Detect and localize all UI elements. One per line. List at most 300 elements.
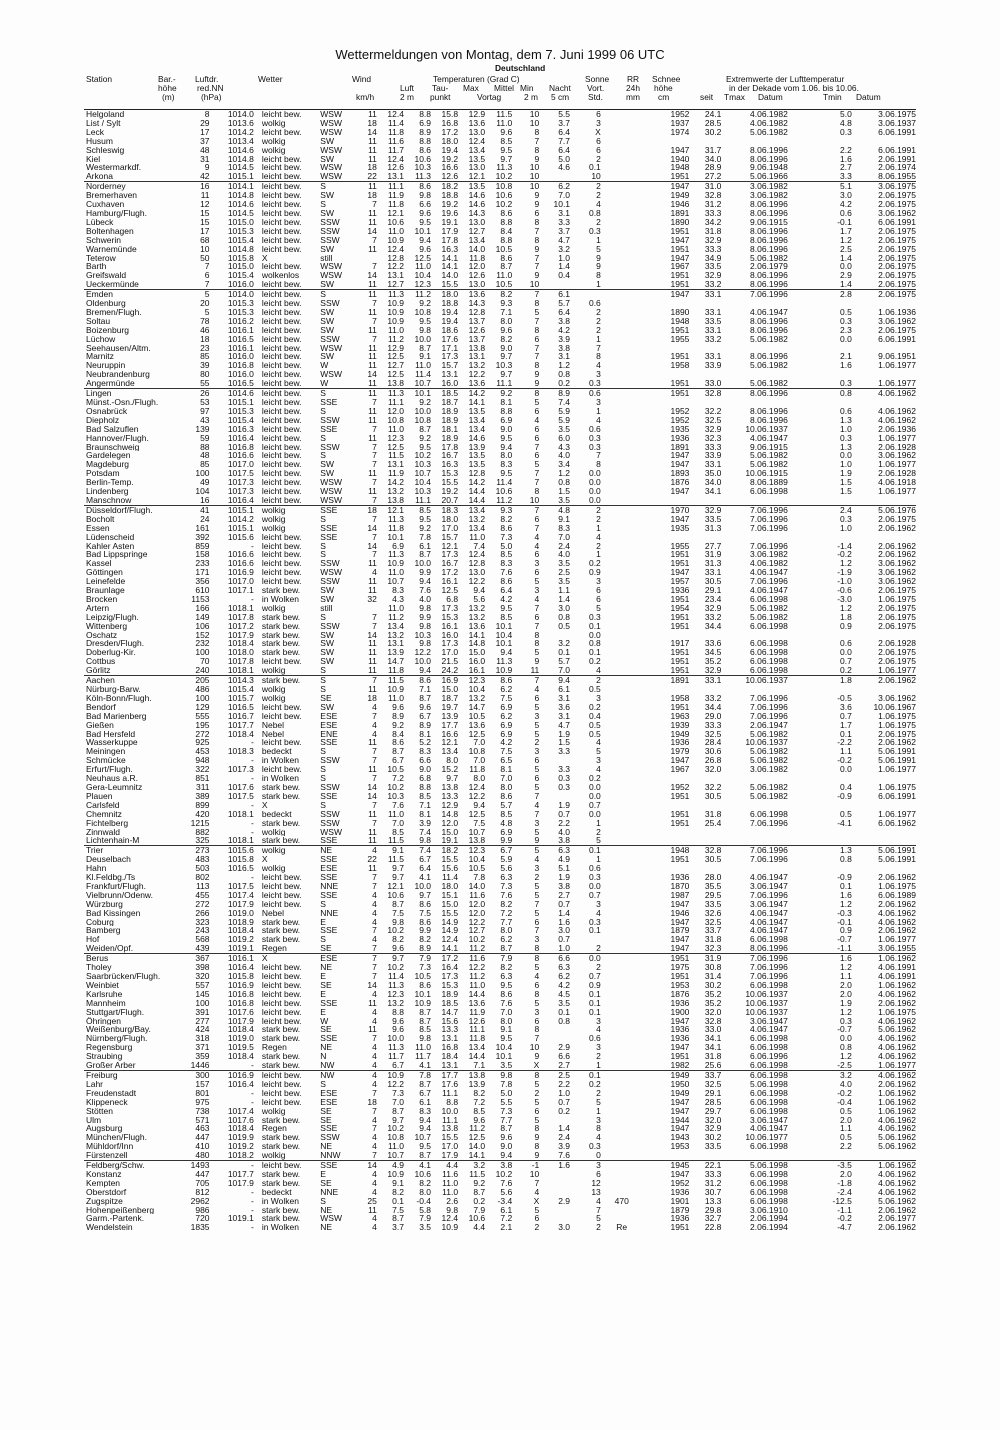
cell-max-prev: 17.9 (441, 226, 459, 236)
cell-sunshine: 4.6 (558, 163, 571, 173)
cell-bar-height: 323 (195, 917, 210, 927)
cell-snow-depth (601, 487, 643, 496)
cell-min-prev: 8.6 (500, 208, 513, 218)
cell-wind-speed: 4 (372, 702, 377, 712)
cell-wind-direction: NE (320, 1043, 333, 1053)
cell-dew-point: 5.2 (419, 738, 432, 748)
cell-station: Leck (86, 127, 104, 137)
cell-sunshine: 1.5 (558, 738, 571, 748)
cell-since-year (643, 836, 690, 845)
header-vort: Vort. (587, 83, 605, 93)
cell-precipitation: 0.5 (588, 685, 601, 694)
cell-since-year: 1936 (670, 1025, 690, 1035)
cell-max-prev: 13.3 (441, 791, 459, 801)
cell-tmin: -1.8 (837, 1178, 852, 1188)
cell-night-min: 3 (534, 711, 540, 721)
cell-pressure: 1016.5 (210, 379, 254, 388)
cell-night-min: 2 (534, 738, 540, 748)
cell-bar-height: 205 (195, 675, 210, 685)
cell-dew-point: 8.2 (419, 935, 432, 945)
table-row (84, 935, 916, 944)
cell-air-temp: 4.3 (392, 594, 404, 604)
cell-pressure: 1019.9 (227, 1133, 254, 1143)
cell-air-temp: 12.1 (387, 208, 404, 218)
cell-wind-speed: 4 (372, 1052, 377, 1062)
cell-precipitation: 0.8 (588, 208, 601, 218)
cell-tmin-date: 1.06.1977 (878, 765, 916, 775)
cell-tmin: 1.8 (840, 612, 852, 622)
cell-tmin: 1.9 (840, 469, 852, 479)
cell-sunshine (539, 1188, 570, 1197)
cell-dew-point: 9.4 (419, 1115, 432, 1125)
cell-mean-prev: 14.4 (458, 496, 485, 505)
cell-air-temp: 12.0 (387, 406, 404, 416)
cell-bar-height: 266 (195, 908, 210, 918)
cell-night-min: 6 (534, 1106, 540, 1116)
cell-pressure: 1015.1 (227, 505, 254, 515)
cell-tmax: 32.8 (704, 1016, 722, 1026)
cell-weather: stark bew. (261, 1169, 301, 1179)
cell-snow-depth (601, 1179, 643, 1188)
cell-sunshine: 1.0 (558, 253, 571, 263)
cell-tmax: 33.2 (704, 693, 722, 703)
cell-precipitation: 10 (570, 172, 601, 181)
cell-max-prev: 18.4 (441, 1052, 459, 1062)
cell-snow-depth (601, 451, 643, 460)
cell-pressure: 1016.0 (210, 280, 254, 289)
cell-max-prev: 15.5 (441, 908, 459, 918)
cell-tmax-date: 6.06.1998 (750, 621, 788, 631)
cell-max-prev: 15.6 (441, 864, 459, 874)
cell-tmax-date: 10.06.1915 (745, 469, 788, 479)
cell-tmax-date (721, 774, 787, 783)
header-wetter: Wetter (258, 74, 283, 84)
cell-station: Vielbrunn/Odenw. (86, 890, 153, 900)
cell-tmax (689, 299, 721, 308)
cell-tmin: -12.5 (832, 1196, 852, 1206)
cell-air-temp: 7.6 (392, 800, 404, 810)
cell-tmax: 31.9 (704, 953, 722, 964)
cell-pressure: 1017.0 (227, 577, 254, 587)
cell-snow-depth (601, 1107, 643, 1116)
cell-bar-height: 49 (200, 478, 210, 488)
cell-tmin: -0.2 (837, 1214, 852, 1224)
table-row (84, 944, 916, 953)
cell-since-year: 1958 (670, 693, 690, 703)
cell-pressure: 1016.0 (227, 370, 254, 380)
cell-pressure: 1016.2 (227, 316, 254, 326)
cell-tmax-date: 8.06.1889 (750, 478, 788, 488)
cell-since-year: 1946 (670, 908, 690, 918)
cell-wind-direction: SW (320, 657, 334, 667)
cell-since-year: 1947 (670, 756, 690, 766)
cell-air-temp: 12.6 (387, 163, 404, 173)
cell-sunshine: 8.3 (558, 523, 571, 533)
cell-sunshine: 7.0 (539, 666, 570, 675)
cell-min-prev: 5.5 (500, 1097, 513, 1107)
table-row (84, 443, 916, 452)
cell-sunshine: 0.1 (558, 648, 571, 658)
cell-wind-direction: SSW (320, 818, 340, 828)
cell-night-min: 5 (534, 577, 540, 587)
cell-air-temp: 12.3 (387, 989, 404, 999)
cell-tmax: 28.5 (704, 118, 722, 128)
cell-min-prev: 9.1 (500, 1025, 513, 1035)
cell-air-temp: 11.1 (388, 398, 404, 407)
cell-wind-direction: ESE (320, 711, 338, 721)
cell-since-year: 1901 (670, 1196, 690, 1206)
cell-tmax-date: 5.06.1982 (750, 729, 788, 739)
cell-snow-depth (601, 657, 643, 666)
cell-sunshine: 1.2 (558, 361, 571, 371)
cell-station: Cuxhaven (86, 200, 125, 209)
cell-tmax-date: 4.06.1947 (750, 433, 788, 443)
cell-pressure: 1015.0 (227, 217, 254, 227)
cell-air-temp: 10.9 (387, 685, 404, 694)
cell-mean-prev: 14.3 (468, 208, 486, 218)
table-row (84, 631, 916, 640)
cell-tmin: -3.0 (837, 594, 852, 604)
cell-sunshine: 4.3 (558, 442, 571, 452)
cell-dew-point: 7.1 (419, 800, 432, 810)
cell-since-year: 1957 (670, 577, 690, 587)
cell-snow-depth (601, 1080, 643, 1089)
cell-tmax (689, 836, 721, 845)
cell-weather: wolkig (261, 603, 286, 613)
cell-tmin-date: 2.06.1975 (878, 253, 916, 263)
cell-snow-depth (601, 128, 643, 137)
cell-sunshine: 3.2 (558, 639, 571, 649)
table-row (84, 738, 916, 747)
cell-tmax: 25.6 (689, 1061, 721, 1070)
cell-min-prev: 6.7 (500, 845, 513, 856)
cell-sunshine (539, 1170, 570, 1179)
cell-air-temp: 13.1 (387, 639, 404, 649)
cell-weather: leicht bew. (261, 541, 302, 551)
cell-since-year: 1940 (670, 154, 690, 164)
cell-precipitation: 5 (596, 1097, 601, 1107)
cell-dew-point: 4.1 (404, 1061, 431, 1070)
cell-precipitation: 0.8 (588, 639, 601, 649)
cell-dew-point: 7.9 (419, 953, 432, 964)
cell-since-year: 1952 (670, 406, 690, 416)
cell-tmin: 0.1 (840, 729, 852, 739)
cell-wind-speed: 11 (368, 388, 377, 398)
cell-weather: leicht bew. (261, 316, 302, 326)
cell-sunshine: 3.1 (558, 352, 571, 362)
cell-dew-point: 8.9 (404, 944, 431, 953)
cell-dew-point: 12.5 (414, 253, 432, 263)
table-row (84, 137, 916, 146)
cell-dew-point: 10.9 (414, 998, 432, 1008)
cell-bar-height: 17 (200, 127, 210, 137)
cell-pressure: 1016.5 (227, 702, 254, 712)
cell-mean-prev: 12.8 (468, 559, 486, 569)
cell-tmax: 32.9 (704, 424, 722, 434)
cell-wind-direction: SSE (320, 505, 338, 515)
cell-max-prev: 11.4 (442, 873, 459, 882)
cell-dew-point: 11.0 (415, 262, 432, 272)
cell-night-min: 7 (534, 226, 540, 236)
cell-wind-direction: S (320, 666, 357, 675)
cell-air-temp: 9.7 (392, 873, 404, 882)
cell-tmin-date: 1.06.1977 (878, 809, 916, 819)
cell-dew-point: 4.1 (419, 873, 432, 882)
cell-night-min: 7 (534, 505, 540, 515)
cell-mean-prev: 10.2 (468, 935, 486, 945)
cell-bar-height: 26 (200, 388, 210, 398)
cell-sunshine: 3.0 (558, 1223, 571, 1233)
cell-station: Saarbrücken/Flugh. (86, 972, 161, 981)
cell-sunshine: 0.3 (558, 774, 571, 783)
cell-wind-speed: 25 (367, 1196, 377, 1206)
cell-mean-prev: 13.2 (468, 361, 486, 371)
cell-tmax-date: 5.06.1982 (750, 451, 788, 461)
cell-wind-direction: SW (320, 594, 334, 604)
cell-mean-prev: 11.2 (458, 944, 485, 953)
cell-dew-point: 8.5 (419, 505, 432, 515)
cell-tmax-date (721, 864, 787, 873)
cell-snow-depth (601, 1061, 643, 1070)
cell-weather: wolkig (261, 118, 286, 128)
cell-since-year: 1879 (670, 1205, 690, 1215)
cell-snow-depth (601, 379, 643, 388)
cell-tmin-date: 2.06.1962 (878, 899, 916, 909)
cell-since-year: 1890 (670, 307, 690, 317)
cell-precipitation: 1 (596, 1106, 601, 1116)
cell-since-year: 1951 (670, 809, 690, 819)
cell-air-temp: 9.1 (392, 845, 404, 856)
cell-tmin: 5.1 (840, 181, 852, 192)
cell-precipitation: 4 (596, 415, 601, 425)
cell-tmin: 2.0 (840, 980, 852, 990)
cell-sunshine: 1.0 (539, 944, 570, 953)
cell-min-prev: 7.7 (500, 917, 513, 927)
cell-max-prev: 19.2 (441, 487, 459, 496)
cell-tmin: 0.0 (840, 451, 852, 461)
table-row (84, 882, 916, 891)
cell-weather: leicht bew. (254, 280, 320, 289)
cell-bar-height: 68 (200, 235, 210, 245)
cell-tmin: -0.9 (837, 791, 852, 801)
cell-wind-direction: SSE (320, 926, 338, 936)
cell-pressure: 1014.6 (227, 200, 254, 209)
cell-tmin-date: 1.06.1962 (878, 1088, 916, 1098)
cell-bar-height: 88 (200, 442, 210, 452)
cell-snow-depth (601, 909, 643, 918)
cell-night-min: 3 (534, 864, 540, 874)
cell-tmin: 0.7 (840, 711, 852, 721)
cell-tmax-date: 3.06.1982 (750, 181, 788, 192)
cell-since-year: 1947 (670, 145, 690, 155)
cell-station: Helgoland (86, 110, 125, 119)
table-row (84, 1061, 916, 1070)
cell-sunshine: 6.0 (558, 433, 571, 443)
cell-since-year: 1951 (670, 271, 690, 281)
cell-min-prev: 4.2 (500, 738, 513, 748)
cell-tmin (788, 685, 852, 694)
cell-mean-prev: 14.1 (458, 1151, 485, 1160)
cell-wind-speed: 11 (368, 685, 377, 694)
cell-weather: leicht bew. (261, 899, 302, 909)
cell-weather: leicht bew. (261, 1097, 302, 1107)
cell-night-min: 6 (534, 1214, 540, 1224)
cell-sunshine: 3.8 (558, 881, 571, 891)
cell-max-prev: 17.3 (441, 550, 459, 560)
cell-tmin: 1.6 (840, 154, 852, 164)
cell-wind-direction: SW (320, 307, 334, 317)
table-row (84, 765, 916, 774)
cell-sunshine: 7.0 (558, 532, 571, 542)
cell-tmax: 35.2 (704, 998, 722, 1008)
cell-wind-speed: 11 (368, 1205, 377, 1215)
cell-pressure: - (250, 594, 254, 604)
cell-since-year: 1955 (670, 334, 690, 344)
cell-precipitation: 0.0 (588, 782, 601, 792)
cell-air-temp: 11.0 (388, 1142, 404, 1152)
cell-night-min: 7 (534, 1034, 540, 1044)
cell-weather: leicht bew. (261, 433, 302, 443)
cell-snow-depth (601, 639, 643, 648)
table-row (84, 496, 916, 505)
cell-min-prev: 5.6 (500, 1187, 513, 1197)
cell-tmax-date: 4.06.1982 (750, 110, 788, 119)
cell-precipitation: 7 (596, 1205, 601, 1215)
cell-tmax-date: 8.06.1996 (750, 271, 788, 281)
cell-station: Fürstenzell (84, 1151, 173, 1160)
cell-air-temp: 10.9 (387, 1169, 404, 1179)
cell-snow-depth (601, 891, 643, 900)
cell-wind-speed: 7 (372, 1088, 377, 1098)
cell-sunshine: 0.8 (558, 370, 571, 380)
cell-max-prev: 13.8 (441, 782, 459, 792)
cell-air-temp: 12.9 (387, 343, 404, 353)
cell-wind-direction: NE (320, 845, 333, 856)
cell-max-prev: 16.7 (441, 451, 459, 461)
cell-since-year: 1951 (670, 702, 690, 712)
cell-dew-point: 8.6 (419, 145, 432, 155)
cell-wind-speed: 7 (372, 398, 377, 407)
cell-min-prev: 7.6 (500, 998, 513, 1008)
cell-tmax-date: 6.06.1998 (750, 1187, 788, 1197)
cell-dew-point: 6.4 (419, 864, 432, 874)
cell-sunshine: 0.3 (558, 782, 571, 792)
cell-mean-prev: 12.2 (468, 917, 486, 927)
cell-tmax-date: 8.06.1996 (750, 316, 788, 326)
cell-dew-point: 8.7 (404, 1151, 431, 1160)
cell-mean-prev: 13.6 (468, 720, 486, 730)
cell-bar-height: 738 (195, 1106, 210, 1116)
cell-air-temp: 10.0 (387, 1034, 404, 1044)
cell-tmax-date: 4.06.1947 (750, 586, 788, 595)
cell-dew-point: 6.7 (419, 1088, 432, 1098)
cell-station: Mannheim (86, 998, 126, 1008)
table-row (84, 110, 916, 119)
cell-weather: leicht bew. (261, 406, 302, 416)
cell-since-year: 1951 (670, 244, 690, 254)
cell-wind-speed: 11 (357, 280, 377, 289)
cell-tmin-date: 5.06.1962 (878, 1025, 916, 1035)
cell-snow-depth (601, 622, 643, 631)
cell-wind-direction: SW (320, 639, 334, 649)
cell-tmax-date: 4.06.1947 (750, 1025, 788, 1035)
cell-bar-height: 801 (195, 1088, 210, 1098)
cell-snow-depth (601, 999, 643, 1008)
cell-precipitation: 5 (596, 747, 601, 757)
cell-precipitation: 6 (596, 1169, 601, 1179)
cell-wind-direction: WSW (320, 163, 342, 173)
cell-wind-speed: 11 (368, 586, 377, 595)
cell-bar-height: 705 (195, 1178, 210, 1188)
cell-weather: leicht bew. (254, 379, 320, 388)
cell-mean-prev: 11.2 (469, 1124, 486, 1134)
cell-tmax: 30.2 (704, 127, 722, 137)
table-row (84, 559, 916, 568)
cell-pressure: 1014.5 (227, 208, 254, 218)
header-rr: RR (627, 74, 640, 84)
cell-tmax: 31.4 (704, 972, 722, 981)
cell-since-year (643, 496, 690, 505)
table-row (84, 218, 916, 227)
cell-tmin: -4.7 (837, 1223, 852, 1233)
cell-min-prev: 9.5 (500, 145, 513, 155)
cell-weather: leicht bew. (254, 172, 320, 181)
cell-air-temp: 11.3 (388, 289, 404, 300)
cell-pressure: 1014.5 (227, 163, 254, 173)
cell-tmin: 5.0 (840, 110, 852, 119)
cell-wind-direction: SW (320, 191, 334, 201)
cell-bar-height: 80 (200, 370, 210, 380)
cell-dew-point: 9.2 (419, 433, 432, 443)
cell-tmax: 33.3 (704, 720, 722, 730)
cell-bar-height: 18 (200, 334, 210, 344)
cell-bar-height: 948 (195, 756, 210, 766)
cell-since-year: 1952 (670, 415, 690, 425)
cell-dew-point: 9.4 (419, 577, 432, 587)
cell-tmax-date (721, 299, 787, 308)
cell-min-prev: 7.1 (500, 307, 513, 317)
cell-tmax-date: 8.06.1996 (750, 388, 788, 398)
cell-wind-direction: SW (320, 244, 334, 254)
cell-bar-height: 100 (195, 648, 210, 658)
cell-dew-point: 8.6 (419, 980, 432, 990)
cell-since-year: 1951 (670, 612, 690, 622)
cell-tmin: 1.2 (840, 1007, 852, 1017)
cell-tmax-date: 5.06.1982 (750, 253, 788, 263)
cell-dew-point: 8.5 (419, 1025, 432, 1035)
cell-tmax-date (721, 137, 787, 146)
cell-dew-point: 9.5 (419, 514, 432, 524)
cell-night-min: 8 (534, 1025, 540, 1035)
cell-tmin-date (852, 801, 916, 810)
cell-dew-point: 7.9 (419, 1214, 432, 1224)
cell-mean-prev: 14.0 (468, 244, 486, 254)
cell-max-prev: 19.4 (441, 307, 459, 317)
cell-pressure: 1016.6 (227, 559, 254, 569)
table-row (84, 613, 916, 622)
cell-precipitation: 3 (596, 577, 601, 587)
cell-weather: in Wolken (261, 1196, 299, 1206)
cell-snow-depth (601, 299, 643, 308)
cell-weather: Regen (254, 944, 320, 953)
cell-sunshine: 3.5 (558, 577, 571, 587)
cell-mean-prev: 9.4 (473, 800, 486, 810)
cell-bar-height: 447 (195, 1169, 210, 1179)
cell-tmax-date (721, 801, 787, 810)
cell-tmax: 33.2 (704, 334, 722, 344)
cell-tmax: 30.2 (704, 1133, 722, 1143)
cell-tmax: 32.8 (704, 845, 722, 856)
